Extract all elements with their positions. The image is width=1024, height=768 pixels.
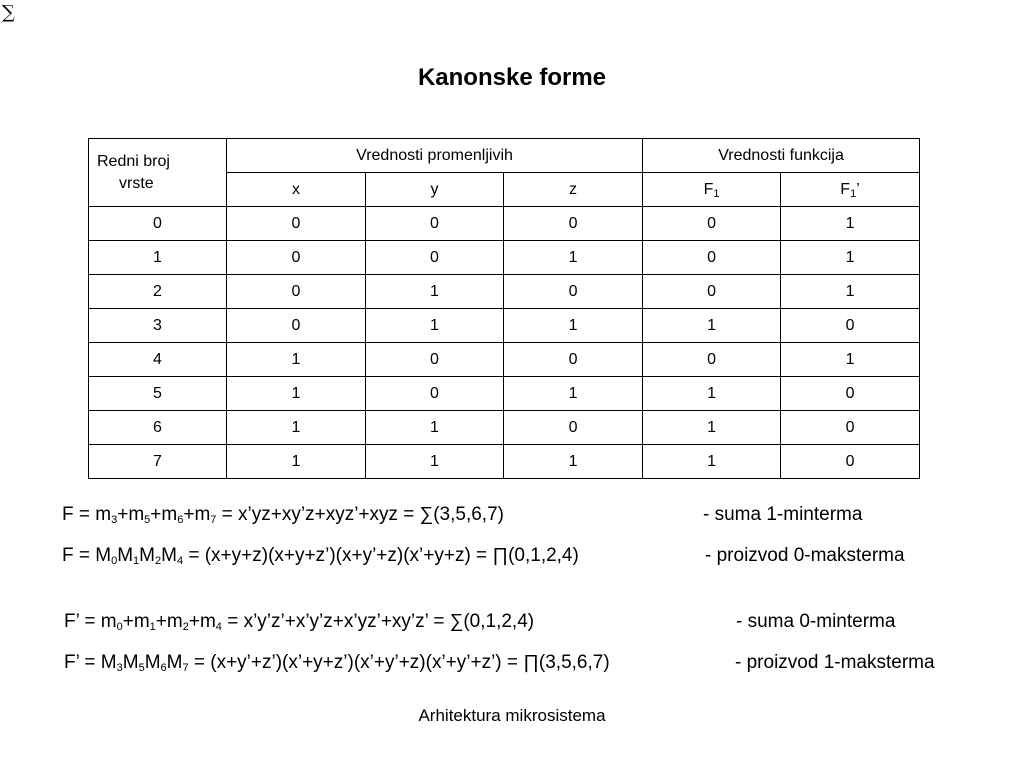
eq2-term: M [139,545,155,566]
cell-x: 0 [227,275,366,309]
eq2-sub: 2 [155,555,162,567]
cell-y: 1 [366,275,504,309]
eq3-sub: 0 [116,621,123,633]
table-row [89,275,920,309]
equation-product-0-maxterms [62,545,579,567]
header-variable-values: Vrednosti promenljivih [227,139,643,173]
cell-f1-prime: 0 [781,411,920,445]
cell-z: 1 [504,445,643,479]
cell-z: 1 [504,241,643,275]
eq1-sub: 6 [177,514,184,526]
cell-f1-prime: 0 [781,445,920,479]
cell-row-number: 1 [89,241,227,275]
table-row [89,343,920,377]
cell-y: 0 [366,343,504,377]
cell-y: 1 [366,445,504,479]
eq1-term: +m [117,504,145,525]
eq1-lhs: F = m [62,504,112,525]
header-z: z [504,173,643,207]
cell-f1: 1 [643,445,781,479]
equation-sum-1-minterms [62,504,504,526]
eq4-sub: 3 [116,662,123,674]
header-row-number-line2: vrste [119,174,154,192]
cell-x: 1 [227,343,366,377]
eq1-rhs: = x’yz+xy’z+xyz’+xyz = ∑(3,5,6,7) [216,504,504,525]
eq4-term: M [144,652,161,673]
cell-f1-prime: 1 [781,275,920,309]
eq1-sub: 7 [210,514,217,526]
table-row [89,445,920,479]
table-row [89,207,920,241]
header-f1p-prime: ’ [856,180,860,198]
cell-x: 1 [227,377,366,411]
table-row [89,309,920,343]
note-sum-0-minterms: - suma 0-minterma [736,611,896,632]
note-product-1-maxterms: - proizvod 1-maksterma [735,652,935,673]
cell-y: 1 [366,309,504,343]
eq3-term: +m [122,611,150,632]
eq4-lhs: F’ = M [64,652,117,673]
cell-f1: 0 [643,207,781,241]
cell-row-number: 0 [89,207,227,241]
cell-f1: 0 [643,343,781,377]
eq2-sub: 4 [176,555,184,567]
header-f1-prime [781,173,920,207]
cell-x: 0 [227,241,366,275]
header-f1p-sub: 1 [850,187,857,200]
eq1-sub: 5 [144,514,151,526]
cell-y: 0 [366,377,504,411]
cell-z: 0 [504,275,643,309]
footer-course-title: Arhitektura mikrosistema [418,706,606,725]
equation-sum-0-minterms [64,611,534,633]
eq3-sub: 4 [215,621,222,633]
cell-row-number: 3 [89,309,227,343]
eq1-term: +m [183,504,211,525]
cell-f1: 1 [643,377,781,411]
eq1-sub: 3 [111,514,118,526]
eq4-sub: 6 [160,662,167,674]
header-f1p-base: F [840,180,851,198]
cell-y: 0 [366,207,504,241]
eq4-term: M [166,652,183,673]
cell-z: 0 [504,207,643,241]
header-y: y [366,173,504,207]
cell-x: 1 [227,445,366,479]
header-x: x [227,173,366,207]
cell-f1: 0 [643,241,781,275]
cell-f1: 1 [643,411,781,445]
eq3-sub: 2 [182,621,189,633]
header-row-number-line1: Redni broj [97,152,170,170]
eq4-sub: 5 [138,662,145,674]
note-product-0-maxterms: - proizvod 0-maksterma [705,545,905,566]
note-sum-1-minterms: - suma 1-minterma [703,504,863,525]
cell-f1-prime: 1 [781,241,920,275]
cell-f1-prime: 0 [781,377,920,411]
table-row [89,411,920,445]
table-header-row-1 [89,139,920,173]
cell-z: 0 [504,343,643,377]
cell-row-number: 5 [89,377,227,411]
cell-row-number: 7 [89,445,227,479]
cell-z: 1 [504,309,643,343]
cell-row-number: 4 [89,343,227,377]
cell-y: 1 [366,411,504,445]
cell-f1-prime: 0 [781,309,920,343]
table-row [89,377,920,411]
eq3-term: +m [188,611,216,632]
eq2-term: M [161,545,177,566]
equation-product-1-maxterms [64,652,610,674]
cell-x: 0 [227,207,366,241]
cell-row-number: 6 [89,411,227,445]
eq2-sub: 1 [133,555,140,567]
eq2-rhs: = (x+y+z)(x+y+z’)(x+y’+z)(x’+y+z) = ∏(0,1,2,4) [183,545,579,566]
header-f1-base: F [703,180,714,198]
cell-z: 0 [504,411,643,445]
eq1-term: +m [150,504,178,525]
cell-f1: 1 [643,309,781,343]
header-function-values: Vrednosti funkcija [643,139,920,173]
cell-f1-prime: 1 [781,343,920,377]
eq3-term: +m [155,611,183,632]
cell-z: 1 [504,377,643,411]
cell-x: 1 [227,411,366,445]
page-title: Kanonske forme [417,64,607,91]
eq4-sub: 7 [182,662,189,674]
eq4-term: M [122,652,139,673]
truth-table [88,138,920,479]
header-f1-sub: 1 [713,187,720,200]
corner-sum-symbol: ∑ [2,2,15,23]
header-row-number [89,139,227,207]
cell-y: 0 [366,241,504,275]
eq3-rhs: = x’y’z’+x’y’z+x’yz’+xy’z’ = ∑(0,1,2,4) [221,611,535,632]
eq2-sub: 0 [111,555,118,567]
cell-f1-prime: 1 [781,207,920,241]
eq3-sub: 1 [149,621,156,633]
eq3-lhs: F’ = m [64,611,117,632]
cell-row-number: 2 [89,275,227,309]
eq2-lhs: F = M [62,545,112,566]
cell-x: 0 [227,309,366,343]
eq4-rhs: = (x+y’+z’)(x’+y+z’)(x’+y’+z)(x’+y’+z’) = ∏(3,5,6,7) [188,652,610,673]
table-row [89,241,920,275]
cell-f1: 0 [643,275,781,309]
header-f1 [643,173,781,207]
eq2-term: M [117,545,134,566]
